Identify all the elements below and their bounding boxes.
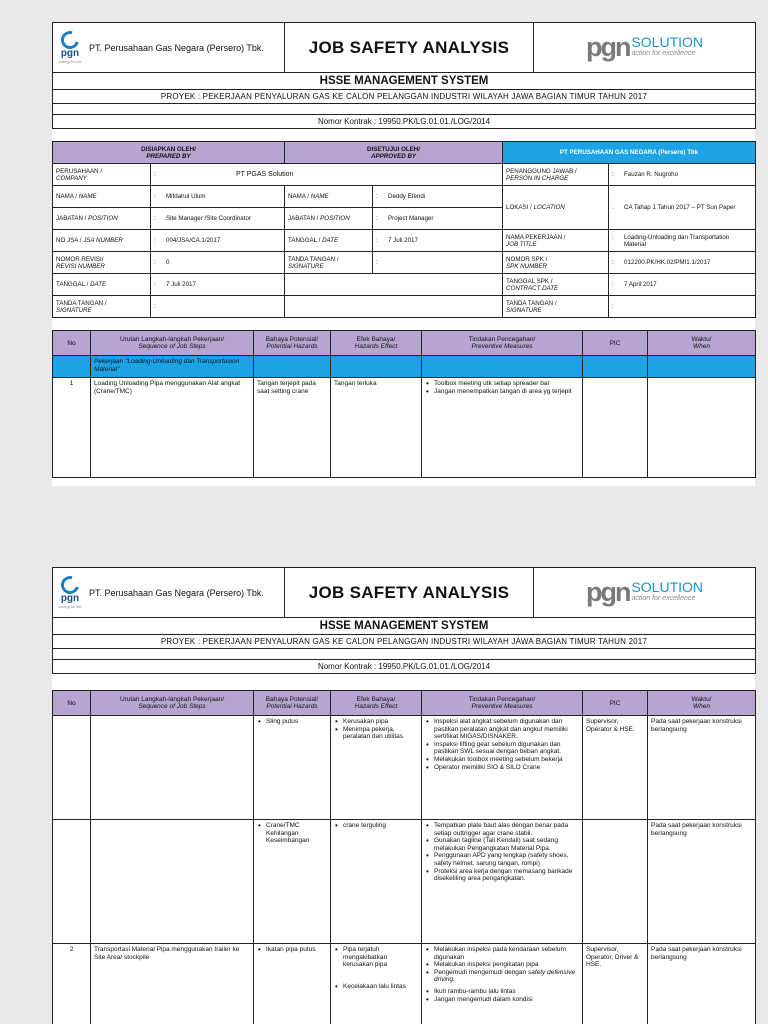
- table-row: • Crane/TMC Kehilangan Keseimbangan • crane terguling • Tempatkan plate baut alas dengan benar pada setiap outtrigger agar crane stabil. • Gunakan tagline (Tali Kendali) saat sedang melakukan Pengangkatan Material Pipa. • Penggunaan APD yang lengkap (safety shoes, safety helmet, sarung tangan, rompi) • Proteksi area kerja dengan memasang barikade disekeliling area pengangkatan. Pada saat pekerjaan konstruksi berlangsung: [53, 820, 756, 944]
- pgn-solution-logo-icon: pgn SOLUTION action for excellence: [585, 32, 704, 62]
- table-row: • Sling putus • Kerusakan pipa • Menimpa pekerja, peralatan dan utilitas • Inspeksi alat angkat sebelum digunakan dan pastikan peralatan angkat dan angkut memiliki sertifikat MIGAS/DISNAKER. • Inspeksi lifting gear sebelum digunakan dan pastikan SWL sesuai dengan beban angkat. • Melakukan toolbox meeting sebelum bekerja • Operator memiliki SIO & SILO Crane Supervisor, Operator & HSE. Pada saat pekerjaan konstruksi berlangsung: [53, 716, 756, 820]
- header-table-2: [52, 567, 756, 674]
- project-title: PROYEK : PEKERJAAN PENYALURAN GAS KE CALON PELANGGAN INDUSTRI WILAYAH JAWA BAGIAN TIMUR TAHUN 2017: [53, 635, 756, 649]
- company-value: : PT PGAS Solution: [151, 164, 503, 186]
- signature-value: :: [151, 296, 285, 318]
- contract-number: Nomor Kontrak : 19950.PK/LG.01.01./LOG/2014: [53, 115, 756, 129]
- pic-value: : Fauzan R. Nugroho: [609, 164, 756, 186]
- pgn-logo-icon: pgn energi for life: [57, 31, 83, 64]
- approval-date-value: : 7 Juli 2017: [373, 230, 503, 252]
- section-title: Pekerjaan "Loading-Unloading dan Transportasion Material": [91, 356, 254, 378]
- revision-value: : 0: [151, 252, 285, 274]
- approver-name-value: : Deddy Efendi: [373, 186, 503, 208]
- project-title: PROYEK : PEKERJAAN PENYALURAN GAS KE CALON PELANGGAN INDUSTRI WILAYAH JAWA BAGIAN TIMUR TAHUN 2017: [53, 90, 756, 104]
- pgn-solution-logo-icon: pgn SOLUTION action for excellence: [585, 577, 704, 607]
- name-value: : Mifdahul Ulum: [151, 186, 285, 208]
- prepared-by-header: DISIAPKAN OLEH/ PREPARED BY: [53, 142, 285, 164]
- date-value: : 7 Juli 2017: [151, 274, 285, 296]
- company-name: PT. Perusahaan Gas Negara (Persero) Tbk.: [89, 587, 264, 598]
- approval-table: DISIAPKAN OLEH/ PREPARED BY DISETUJUI OLEH/ APPROVED BY PT PERUSAHAAN GAS NEGARA (Persero) Tbk PERUSAHAAN / COMPANY : PT PGAS Solution PENANGGUNG JAWAB / PERSON IN CHARGE : Fauzan R. Nugroho NAMA / NAME : Mifdahul Ulum NAMA / NAME : Deddy Efendi LOKASI / LOCATION : CA Tahap 1 Tahun 2017 – PT Sun Paper JABATAN / POSITION : Site Manager /Site Coordinator JABATAN / POSITION : Project Manager NO JSA / JSA NUMBER : 004/JSA/CA.1/2017 TANGGAL / DATE : 7 Juli 2017 NAMA PEKERJAAN / JOB TITLE : Loading-Unloading dan Transportation Material NOMOR REVISI/ REVISI NUMBER : 0 TANDA TANGAN / SIGNATURE : NOMOR SPK / SPK NUMBER : 012200.PK/HK.02/PMI1.1/2017 TANGGAL / DATE : 7 Juli 2017 TANGGAL SPK / CONTRACT DATE : 7 April 2017 TANDA TANGAN / SIGNATURE : TANDA TANGAN / SIGNATURE :: [52, 141, 756, 318]
- pgn-header: PT PERUSAHAAN GAS NEGARA (Persero) Tbk: [503, 142, 756, 164]
- contract-number: Nomor Kontrak : 19950.PK/LG.01.01./LOG/2014: [53, 660, 756, 674]
- company-cell: [53, 23, 285, 73]
- job-title-value: : Loading-Unloading dan Transportation Material: [609, 230, 756, 252]
- header-table: [52, 22, 756, 129]
- pgn-signature-value: :: [609, 296, 756, 318]
- approver-signature-value: :: [373, 252, 503, 274]
- company-name: PT. Perusahaan Gas Negara (Persero) Tbk.: [89, 42, 264, 53]
- job-steps-table-2: No Urutan Langkah-langkah Pekerjaan/ Sequence of Job Steps Bahaya Potensial/ Potential Hazards Efek Bahaya/ Hazards Effect Tindakan Pencegahan/ Preventive Measures PIC Waktu/ When • Sling putus • Kerusakan pipa • Menimpa pekerja, peralatan dan utilitas • Inspeksi alat angkat sebelum digunakan dan pastikan peralatan angkat dan angkut memiliki sertifikat MIGAS/DISNAKER. • Inspeksi lifting gear sebelum digunakan dan pastikan SWL sesuai dengan beban angkat. • Melakukan toolbox meeting sebelum bekerja • Operator memiliki SIO & SILO Crane Supervisor, Operator & HSE. Pada saat pekerjaan konstruksi berlangsung • Crane/TMC Kehilangan Keseimbangan • crane terguling • Tempatkan plate baut alas dengan benar pada setiap outtrigger agar crane stabil. • Gunakan tagline (Tali Kendali) saat sedang melakukan Pengangkatan Material Pipa. • Penggunaan APD yang lengkap (safety shoes, safety helmet, sarung tangan, rompi) • Proteksi area kerja dengan memasang barikade disekeliling area pengangkatan. Pada saat pekerjaan konstruksi berlangsung 2 Transportasi Material Pipa menggunakan trailer ke Site Area/ stockpile • Ikatan pipa putus • Pipa terjatuh mengakibatkan kerusakan pipa • Kecelakaan lalu lintas • Melakukan inspeksi pada kendaraan sebelum digunakan • Melakukan inspeksi pengikatan pipa • Pengemudi mengemudi dengan safety defensive driving. • Ikuti rambu-rambu lalu lintas • Jangan mengemudi dalam kondisi Supervisor, Operator, Driver & HSE. Pada saat pekerjaan konstruksi berlangsung: [52, 690, 756, 1024]
- solution-logo: [534, 23, 756, 73]
- job-steps-table-1: No Urutan Langkah-langkah Pekerjaan/ Sequence of Job Steps Bahaya Potensial/ Potential Hazards Efek Bahaya/ Hazards Effect Tindakan Pencegahan/ Preventive Measures PIC Waktu/ When Pekerjaan "Loading-Unloading dan Transportasion Material" 1 Loading Unloading Pipa menggunakan Alat angkat (Crane/TMC) Tangan terjepit pada saat setting crane Tangan terluka • Toolbox meeting utk setiap spreader bar • Jangan menempatkan tangan di area yg terjepit: [52, 330, 756, 478]
- document-title: JOB SAFETY ANALYSIS: [285, 568, 534, 618]
- pgn-logo-icon: pgn energi for life: [57, 576, 83, 609]
- contract-date-value: : 7 April 2017: [609, 274, 756, 296]
- document-page-1: [52, 22, 755, 486]
- approved-by-header: DISETUJUI OLEH/ APPROVED BY: [285, 142, 503, 164]
- position-value: : Site Manager /Site Coordinator: [151, 208, 285, 230]
- approver-position-value: : Project Manager: [373, 208, 503, 230]
- table-row: 2 Transportasi Material Pipa menggunakan trailer ke Site Area/ stockpile • Ikatan pipa putus • Pipa terjatuh mengakibatkan kerusakan pipa • Kecelakaan lalu lintas • Melakukan inspeksi pada kendaraan sebelum digunakan • Melakukan inspeksi pengikatan pipa • Pengemudi mengemudi dengan safety defensive driving. • Ikuti rambu-rambu lalu lintas • Jangan mengemudi dalam kondisi Supervisor, Operator, Driver & HSE. Pada saat pekerjaan konstruksi berlangsung: [53, 944, 756, 1024]
- system-title: HSSE MANAGEMENT SYSTEM: [53, 73, 756, 90]
- location-value: : CA Tahap 1 Tahun 2017 – PT Sun Paper: [609, 186, 756, 230]
- system-title: HSSE MANAGEMENT SYSTEM: [53, 618, 756, 635]
- document-title: JOB SAFETY ANALYSIS: [285, 23, 534, 73]
- jsa-number-value: : 004/JSA/CA.1/2017: [151, 230, 285, 252]
- table-row: 1 Loading Unloading Pipa menggunakan Alat angkat (Crane/TMC) Tangan terjepit pada saat setting crane Tangan terluka • Toolbox meeting utk setiap spreader bar • Jangan menempatkan tangan di area yg terjepit: [53, 378, 756, 478]
- document-page-2: [52, 567, 755, 1024]
- spk-number-value: : 012200.PK/HK.02/PMI1.1/2017: [609, 252, 756, 274]
